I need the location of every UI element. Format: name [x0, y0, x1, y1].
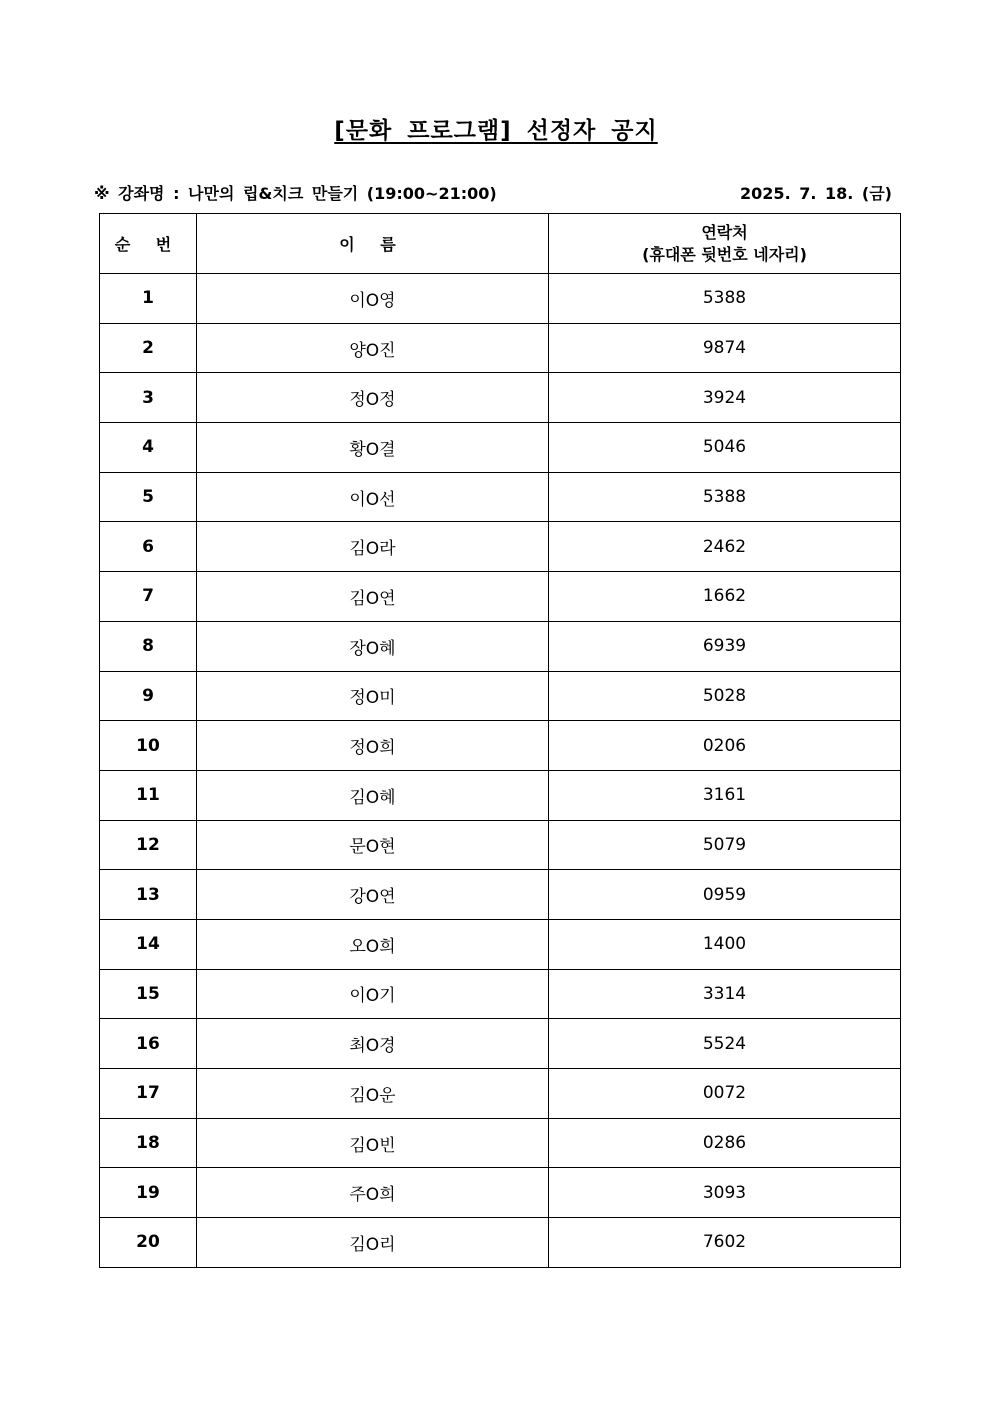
row-number: 3: [100, 373, 197, 423]
row-name: 이O영: [197, 274, 549, 324]
row-name: 문O현: [197, 820, 549, 870]
header-number-label: 순 번: [114, 235, 182, 254]
selected-participants-table: [99, 213, 901, 1268]
table-row: [100, 1218, 901, 1268]
table-row: [100, 919, 901, 969]
table-header-row: [100, 214, 901, 274]
row-contact: 0206: [549, 721, 901, 771]
row-number: 10: [100, 721, 197, 771]
row-contact: 5079: [549, 820, 901, 870]
row-contact: 3314: [549, 969, 901, 1019]
table-row: [100, 323, 901, 373]
table-row: [100, 423, 901, 473]
table-row: [100, 1168, 901, 1218]
row-contact: 5046: [549, 423, 901, 473]
row-number: 1: [100, 274, 197, 324]
row-contact: 6939: [549, 621, 901, 671]
row-name: 김O빈: [197, 1118, 549, 1168]
table-row: [100, 671, 901, 721]
row-name: 김O혜: [197, 770, 549, 820]
table-row: [100, 721, 901, 771]
header-contact: [549, 214, 901, 274]
header-contact-label: 연락처: [701, 222, 748, 242]
row-number: 18: [100, 1118, 197, 1168]
row-contact: 0959: [549, 870, 901, 920]
course-name: ※ 강좌명 : 나만의 립&치크 만들기 (19:00~21:00): [94, 184, 497, 203]
course-info-row: [94, 181, 892, 207]
table-row: [100, 1019, 901, 1069]
row-name: 이O선: [197, 472, 549, 522]
row-contact: 3093: [549, 1168, 901, 1218]
row-contact: 2462: [549, 522, 901, 572]
row-contact: 9874: [549, 323, 901, 373]
row-number: 17: [100, 1069, 197, 1119]
row-number: 19: [100, 1168, 197, 1218]
page-title: [0, 112, 992, 145]
table-row: [100, 1069, 901, 1119]
notice-date: 2025. 7. 18. (금): [740, 184, 892, 203]
row-name: 김O운: [197, 1069, 549, 1119]
header-name: [197, 214, 549, 274]
row-number: 6: [100, 522, 197, 572]
table-body: [100, 274, 901, 1268]
row-number: 13: [100, 870, 197, 920]
table-row: [100, 572, 901, 622]
row-contact: 0286: [549, 1118, 901, 1168]
row-contact: 5028: [549, 671, 901, 721]
table-row: [100, 274, 901, 324]
row-contact: 0072: [549, 1069, 901, 1119]
row-number: 16: [100, 1019, 197, 1069]
row-contact: 5388: [549, 472, 901, 522]
row-name: 최O경: [197, 1019, 549, 1069]
row-contact: 3161: [549, 770, 901, 820]
table-row: [100, 472, 901, 522]
row-name: 김O리: [197, 1218, 549, 1268]
row-name: 황O결: [197, 423, 549, 473]
header-number: [100, 214, 197, 274]
table-row: [100, 770, 901, 820]
row-contact: 3924: [549, 373, 901, 423]
row-number: 5: [100, 472, 197, 522]
row-contact: 7602: [549, 1218, 901, 1268]
row-name: 김O라: [197, 522, 549, 572]
table-row: [100, 522, 901, 572]
table-row: [100, 1118, 901, 1168]
page-title-text: [문화 프로그램] 선정자 공지: [334, 118, 658, 144]
header-contact-sublabel: (휴대폰 뒷번호 네자리): [642, 244, 807, 264]
row-number: 20: [100, 1218, 197, 1268]
row-number: 12: [100, 820, 197, 870]
row-number: 2: [100, 323, 197, 373]
row-contact: 5524: [549, 1019, 901, 1069]
row-number: 8: [100, 621, 197, 671]
row-number: 4: [100, 423, 197, 473]
table-row: [100, 621, 901, 671]
row-name: 오O희: [197, 919, 549, 969]
table-row: [100, 373, 901, 423]
row-contact: 1662: [549, 572, 901, 622]
row-name: 정O미: [197, 671, 549, 721]
row-name: 장O혜: [197, 621, 549, 671]
row-number: 9: [100, 671, 197, 721]
table-row: [100, 820, 901, 870]
row-name: 주O희: [197, 1168, 549, 1218]
row-name: 이O기: [197, 969, 549, 1019]
row-name: 정O희: [197, 721, 549, 771]
table-row: [100, 870, 901, 920]
row-name: 양O진: [197, 323, 549, 373]
row-name: 강O연: [197, 870, 549, 920]
header-name-label: 이 름: [339, 235, 406, 254]
row-contact: 5388: [549, 274, 901, 324]
row-number: 14: [100, 919, 197, 969]
row-number: 7: [100, 572, 197, 622]
table-row: [100, 969, 901, 1019]
row-number: 11: [100, 770, 197, 820]
row-contact: 1400: [549, 919, 901, 969]
row-number: 15: [100, 969, 197, 1019]
row-name: 정O정: [197, 373, 549, 423]
row-name: 김O연: [197, 572, 549, 622]
